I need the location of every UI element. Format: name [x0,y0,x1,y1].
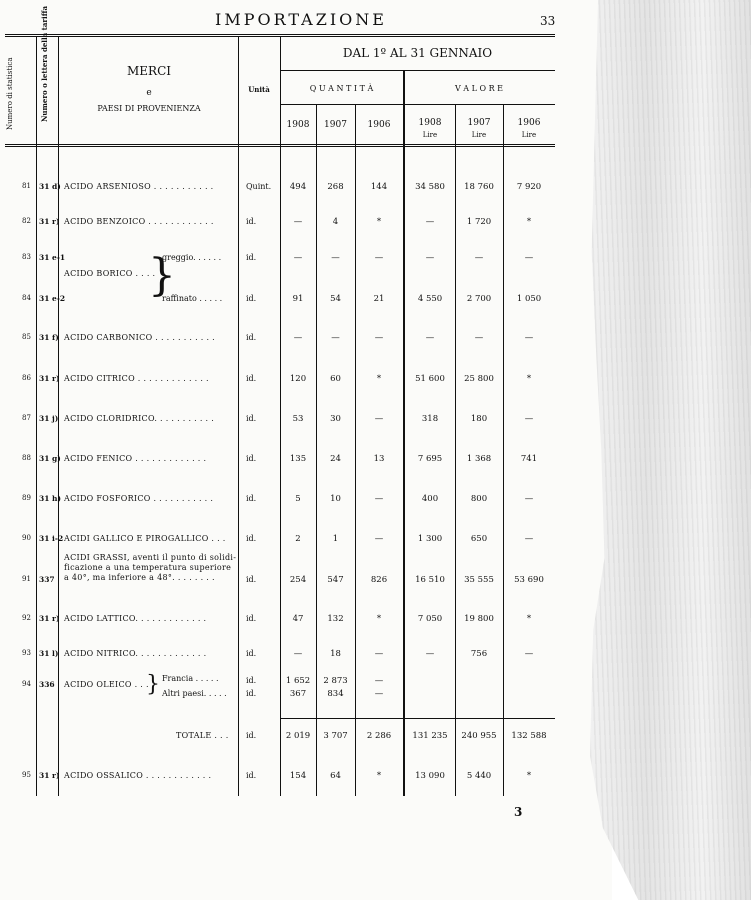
row-qty-1: 30 [330,414,341,424]
v-year-1908: 1908 [418,118,442,128]
row-qty-2: * [376,614,382,624]
row-val-2: 53 690 [514,575,544,585]
row-stat-number: 89 [22,494,31,502]
row-val-0: — [425,217,435,227]
row-unit: id. [246,771,257,780]
valore-label: V A L O R E [454,84,503,93]
row-unit: id. [246,534,257,543]
rule-years [280,104,555,105]
row-qty-0: 154 [289,771,307,781]
row-tariff-code: 31 i-2 [39,534,64,543]
row-qty-2: * [376,217,382,227]
row-stat-number: 85 [22,333,31,341]
row-val-0: 16 510 [415,575,445,585]
row-val-0: 13 090 [415,771,445,781]
row-qty-0: 53 [292,414,304,424]
row-qty-0: 254 [289,575,307,585]
row-qty-2: 13 [373,454,385,464]
row-qty-2: * [376,771,382,781]
row-val-1: 756 [470,649,488,659]
col-rule-3 [238,36,239,796]
row-unit-2: id. [246,689,257,698]
row-qty-1: 1 [332,534,339,544]
row-unit: id. [246,294,257,303]
row-val-2: — [524,414,534,424]
row-val-0: 34 580 [415,182,445,192]
total-rule [280,718,555,719]
merci-e: e [146,88,152,98]
row-name: ACIDO BORICO . . . . [64,269,156,278]
row-val-0: 51 600 [415,374,445,384]
row-val-2: 7 920 [516,182,542,192]
row-val-2: * [526,771,532,781]
row-val-2: 132 588 [511,731,547,741]
row-qty-2: 144 [370,182,388,192]
row-qty-0: 47 [292,614,304,624]
row-unit: id. [246,676,257,685]
row-qty-1: 3 707 [323,731,348,741]
col-statistica-label: Numero di statistica [6,57,14,130]
row-tariff-code: 31 g) [39,454,61,463]
footer-number: 3 [514,805,523,819]
quantita-label: Q U A N T I T À [309,84,374,93]
row-stat-number: 83 [22,253,31,261]
row-qty-2: 2 286 [366,731,392,741]
row-val-2: — [524,494,534,504]
row-name: ACIDO LATTICO. . . . . . . . . . . . . [64,614,207,623]
row-val-2: — [524,649,534,659]
row-qty2-1: 834 [327,689,344,699]
q-year-1907: 1907 [324,120,347,130]
row-val-1: 35 555 [464,575,494,585]
row-qty-2: — [374,676,384,686]
row-qty-1: — [331,333,340,343]
row-tariff-code: 31 j) [39,414,59,423]
row-name: ACIDO FOSFORICO . . . . . . . . . . . [64,494,214,503]
row-val-1: 5 440 [466,771,492,781]
row-qty-2: 826 [370,575,388,585]
row-val-0: 400 [421,494,439,504]
row-val-1: 180 [470,414,488,424]
row-stat-number: 93 [22,649,31,657]
row-name: ACIDO CARBONICO . . . . . . . . . . . [64,333,215,342]
row-name: ACIDO NITRICO. . . . . . . . . . . . . [64,649,207,658]
row-name: ACIDI GRASSI, aventi il punto di solidi- [64,553,237,562]
row-stat-number: 87 [22,414,31,422]
row-stat-number: 81 [22,182,31,190]
row-tariff-code: 31 f) [39,333,59,342]
row-unit: id. [246,614,257,623]
row-tariff-code: 336 [39,680,55,689]
col-rule-9 [503,104,504,796]
row-qty-1: 24 [330,454,341,464]
row-qty-0: — [293,649,303,659]
row-stat-number: 84 [22,294,31,302]
row-stat-number: 92 [22,614,31,622]
rule-top [5,34,555,35]
row-stat-number: 91 [22,575,31,583]
row-tariff-code: 31 d) [39,182,61,191]
period-label: DAL 1º AL 31 GENNAIO [342,46,493,60]
row-sub-label: greggio. . . . . . [162,253,222,262]
row-tariff-code: 31 r) [39,771,60,780]
row-qty-0: 91 [292,294,304,304]
row-tariff-code: 31 r) [39,614,60,623]
row-qty-1: 18 [330,649,341,659]
row-qty-1: 54 [330,294,341,304]
row-name: ACIDO CITRICO . . . . . . . . . . . . . [64,374,209,383]
row-val-1: — [474,333,484,343]
row-qty-0: 5 [295,494,301,504]
row-qty-0: 135 [289,454,307,464]
row-val-0: — [425,649,435,659]
row-tariff-code: 31 r) [39,217,60,226]
row-qty-0: — [293,253,303,263]
row-val-2: * [526,217,532,227]
brace-borico: } [148,250,176,301]
row-val-1: 240 955 [461,731,497,741]
row-qty-0: 2 [295,534,301,544]
row-val-0: 1 300 [417,534,443,544]
row-unit: id. [246,333,257,342]
row-stat-number: 86 [22,374,31,382]
row-val-0: 7 050 [417,614,443,624]
row-unit: id. [246,374,257,383]
row-name: ACIDI GALLICO E PIROGALLICO . . . [64,534,226,543]
row-tariff-code: 31 e-1 [39,253,66,262]
row-qty-2: * [376,374,382,384]
row-qty-0: 1 652 [285,676,311,686]
row-unit: id. [246,494,257,503]
row-name-line2: ficazione a una temperatura superiore [64,563,232,572]
row-qty-2: — [374,494,384,504]
row-unit: Quint. [246,182,272,191]
row-qty-1: 2 873 [323,676,348,686]
row-unit: id. [246,731,257,740]
page-number: 33 [540,14,556,28]
q-year-1908: 1908 [286,120,310,130]
row-qty-1: 10 [330,494,341,504]
row-unit: id. [246,575,257,584]
row-unit: id. [246,649,257,658]
row-stat-number: 95 [22,771,31,779]
merci-title: MERCI [126,64,171,78]
row-qty-2: — [374,414,384,424]
row-qty2-2: — [374,689,384,699]
unita-label: Unità [248,85,270,94]
row-val-1: 1 720 [466,217,492,227]
row-val-0: 131 235 [412,731,448,741]
row-val-1: 650 [470,534,488,544]
row-val-0: — [425,253,435,263]
row-qty2-0: 367 [289,689,307,699]
row-qty-1: 4 [332,217,339,227]
row-stat-number: 82 [22,217,31,225]
row-val-2: 741 [520,454,538,464]
row-qty-2: — [374,649,384,659]
v-lire-1907: Lire [471,131,487,139]
row-tariff-code: 31 l) [39,649,59,658]
row-val-0: 7 695 [417,454,443,464]
row-val-2: — [524,333,534,343]
v-lire-1908: Lire [422,131,438,139]
row-stat-number: 94 [22,680,31,688]
v-year-1907: 1907 [467,118,491,128]
row-val-1: 800 [470,494,488,504]
row-val-2: 1 050 [516,294,542,304]
col-rule-7 [403,70,405,796]
row-unit: id. [246,454,257,463]
row-qty-1: 132 [327,614,344,624]
row-val-1: 19 800 [464,614,494,624]
row-tariff-code: 31 r) [39,374,60,383]
row-val-2: — [524,534,534,544]
row-qty-0: 494 [289,182,307,192]
row-qty-2: 21 [373,294,385,304]
merci-paesi: PAESI DI PROVENIENZA [97,104,201,113]
col-rule-8 [455,104,456,796]
row-name: ACIDO CLORIDRICO. . . . . . . . . . . [64,414,215,423]
row-val-0: — [425,333,435,343]
row-qty-2: — [374,534,384,544]
row-qty-1: 60 [330,374,341,384]
q-year-1906: 1906 [367,120,391,130]
row-qty-0: — [293,333,303,343]
row-name-line3: a 40°, ma inferiore a 48°. . . . . . . . [64,573,215,582]
row-sub-label: raffinato . . . . . [162,294,223,303]
row-val-1: 1 368 [466,454,492,464]
row-qty-1: — [331,253,340,263]
row-unit: id. [246,414,257,423]
row-total-label: TOTALE . . . [176,731,229,740]
row-qty-1: 268 [327,182,344,192]
row-qty-1: 64 [330,771,341,781]
col-tariffa-label: Numero o lettera della tariffa [40,6,49,122]
row-qty-0: 120 [289,374,307,384]
row-val-0: 318 [421,414,439,424]
row-name: ACIDO BENZOICO . . . . . . . . . . . . [64,217,214,226]
row-name: ACIDO OSSALICO . . . . . . . . . . . . [64,771,212,780]
col-rule-1 [36,36,37,796]
row-tariff-code: 337 [39,575,55,584]
row-stat-number: 90 [22,534,31,542]
v-lire-1906: Lire [521,131,537,139]
row-name: ACIDO ARSENIOSO . . . . . . . . . . . [64,182,214,191]
row-val-1: — [474,253,484,263]
row-unit: id. [246,217,257,226]
row-val-1: 25 800 [464,374,494,384]
row-qty-2: — [374,253,384,263]
row-tariff-code: 31 e-2 [39,294,66,303]
row-val-2: — [524,253,534,263]
row-qty-0: — [293,217,303,227]
row-name: ACIDO OLEICO . . . . [64,680,155,689]
v-year-1906: 1906 [517,118,541,128]
row-sub-label-2: Altri paesi. . . . . [162,689,227,698]
row-stat-number: 88 [22,454,31,462]
brace-oleico: } [146,672,160,697]
page-header: IMPORTAZIONE [215,10,387,29]
row-name: ACIDO FENICO . . . . . . . . . . . . . [64,454,207,463]
row-val-0: 4 550 [417,294,443,304]
row-qty-2: — [374,333,384,343]
row-val-2: * [526,614,532,624]
row-unit: id. [246,253,257,262]
next-page-edge [590,0,751,900]
row-qty-0: 2 019 [285,731,311,741]
row-sub-label: Francia . . . . . [162,674,219,683]
row-qty-1: 547 [327,575,344,585]
row-val-1: 2 700 [466,294,492,304]
row-val-1: 18 760 [464,182,494,192]
row-val-2: * [526,374,532,384]
row-tariff-code: 31 h) [39,494,62,503]
rule-period [280,70,555,71]
